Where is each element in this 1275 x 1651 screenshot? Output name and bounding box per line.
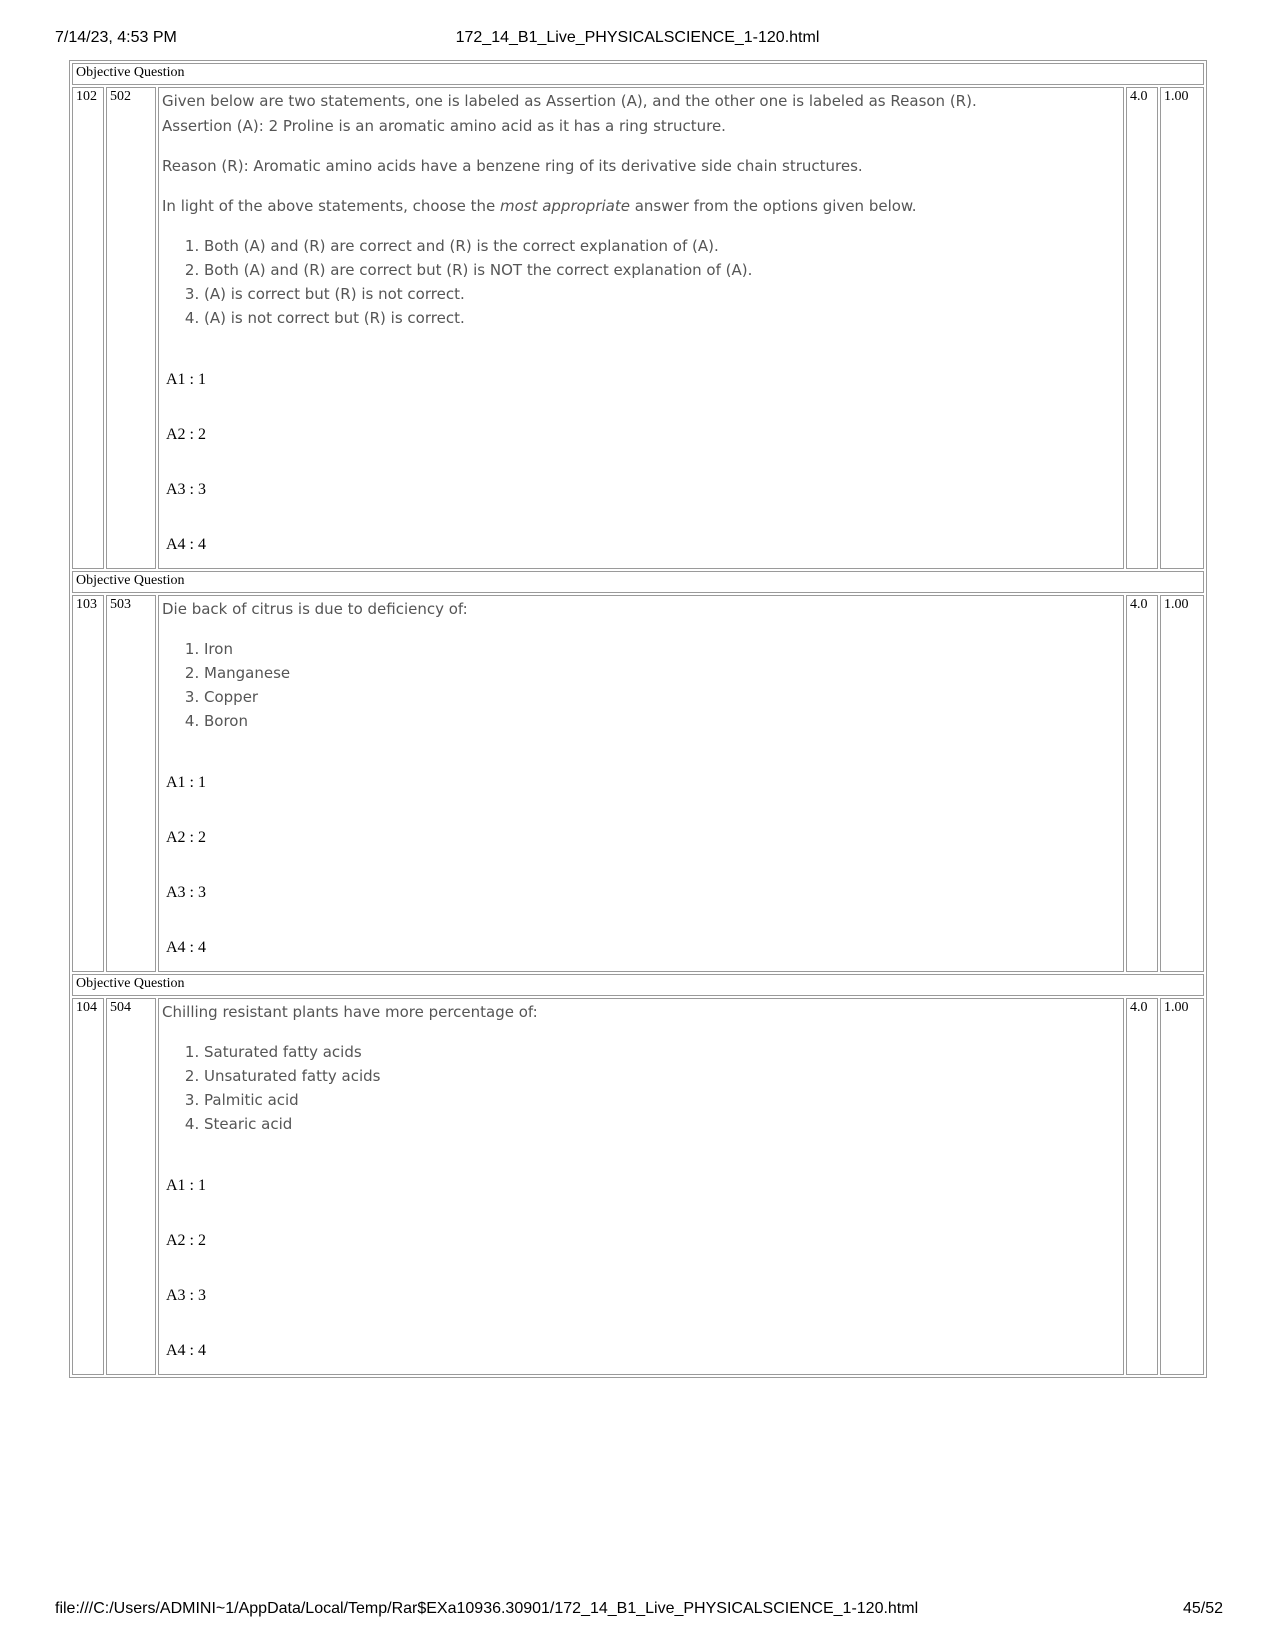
answer-item: A4 : 4 xyxy=(166,939,206,956)
option-list xyxy=(162,1040,1120,1136)
question-negative-marks: 1.00 xyxy=(1160,998,1204,1375)
section-label: Objective Question xyxy=(72,63,1204,85)
option-item: 1. Saturated fatty acids xyxy=(204,1040,1120,1064)
option-item: 2. Manganese xyxy=(204,661,1120,685)
option-item: 3. Copper xyxy=(204,685,1120,709)
section-header-row xyxy=(72,63,1204,85)
option-item: 4. Boron xyxy=(204,709,1120,733)
answer-item: A2 : 2 xyxy=(166,1232,206,1249)
option-list xyxy=(162,234,1120,330)
section-header-row xyxy=(72,974,1204,996)
question-marks: 4.0 xyxy=(1126,87,1158,569)
question-id: 504 xyxy=(106,998,156,1375)
print-footer xyxy=(0,1600,1275,1622)
print-page-number: 45/52 xyxy=(1182,1600,1223,1617)
answer-item: A2 : 2 xyxy=(166,426,206,443)
question-stem: Die back of citrus is due to deficiency of: xyxy=(162,600,468,618)
option-item: 4. Stearic acid xyxy=(204,1112,1120,1136)
answer-list xyxy=(162,370,1120,567)
question-body xyxy=(158,595,1124,972)
print-header xyxy=(0,29,1275,51)
question-text xyxy=(162,89,1120,330)
option-list xyxy=(162,637,1120,733)
question-negative-marks: 1.00 xyxy=(1160,595,1204,972)
section-header-row xyxy=(72,571,1204,593)
question-number: 103 xyxy=(72,595,104,972)
question-table xyxy=(69,60,1207,1378)
answer-item: A4 : 4 xyxy=(166,536,206,553)
answer-item: A3 : 3 xyxy=(166,884,206,901)
question-assertion: Assertion (A): 2 Proline is an aromatic amino acid as it has a ring structure. xyxy=(162,117,726,135)
question-row xyxy=(72,998,1204,1375)
option-item: 3. (A) is correct but (R) is not correct. xyxy=(204,282,1120,306)
answer-item: A4 : 4 xyxy=(166,1342,206,1359)
option-item: 1. Iron xyxy=(204,637,1120,661)
answer-item: A1 : 1 xyxy=(166,1177,206,1194)
answer-item: A2 : 2 xyxy=(166,829,206,846)
question-number: 104 xyxy=(72,998,104,1375)
question-number: 102 xyxy=(72,87,104,569)
question-row xyxy=(72,87,1204,569)
question-row xyxy=(72,595,1204,972)
question-text xyxy=(162,1000,1120,1136)
answer-item: A3 : 3 xyxy=(166,1287,206,1304)
question-reason: Reason (R): Aromatic amino acids have a benzene ring of its derivative side chain structures. xyxy=(162,157,863,175)
question-body xyxy=(158,87,1124,569)
question-stem: Chilling resistant plants have more percentage of: xyxy=(162,1003,538,1021)
option-item: 1. Both (A) and (R) are correct and (R) is the correct explanation of (A). xyxy=(204,234,1120,258)
answer-item: A3 : 3 xyxy=(166,481,206,498)
question-id: 503 xyxy=(106,595,156,972)
print-datetime: 7/14/23, 4:53 PM xyxy=(55,29,177,46)
print-document-title: 172_14_B1_Live_PHYSICALSCIENCE_1-120.html xyxy=(455,29,820,46)
question-negative-marks: 1.00 xyxy=(1160,87,1204,569)
question-body xyxy=(158,998,1124,1375)
answer-item: A1 : 1 xyxy=(166,774,206,791)
question-marks: 4.0 xyxy=(1126,998,1158,1375)
option-item: 2. Unsaturated fatty acids xyxy=(204,1064,1120,1088)
option-item: 3. Palmitic acid xyxy=(204,1088,1120,1112)
question-text xyxy=(162,597,1120,733)
answer-list xyxy=(162,1176,1120,1373)
question-instruction: In light of the above statements, choose the most appropriate answer from the options given below. xyxy=(162,197,917,215)
question-marks: 4.0 xyxy=(1126,595,1158,972)
question-id: 502 xyxy=(106,87,156,569)
emphasis-text: most appropriate xyxy=(499,197,630,215)
option-item: 4. (A) is not correct but (R) is correct. xyxy=(204,306,1120,330)
answer-list xyxy=(162,773,1120,970)
section-label: Objective Question xyxy=(72,974,1204,996)
question-intro: Given below are two statements, one is labeled as Assertion (A), and the other one is labeled as Reason (R). xyxy=(162,92,977,110)
question-document xyxy=(69,60,1207,1600)
print-file-path: file:///C:/Users/ADMINI~1/AppData/Local/Temp/Rar$EXa10936.30901/172_14_B1_Live_PHYSICALSCIENCE_1-120.html xyxy=(55,1600,919,1617)
section-label: Objective Question xyxy=(72,571,1204,593)
option-item: 2. Both (A) and (R) are correct but (R) is NOT the correct explanation of (A). xyxy=(204,258,1120,282)
answer-item: A1 : 1 xyxy=(166,371,206,388)
